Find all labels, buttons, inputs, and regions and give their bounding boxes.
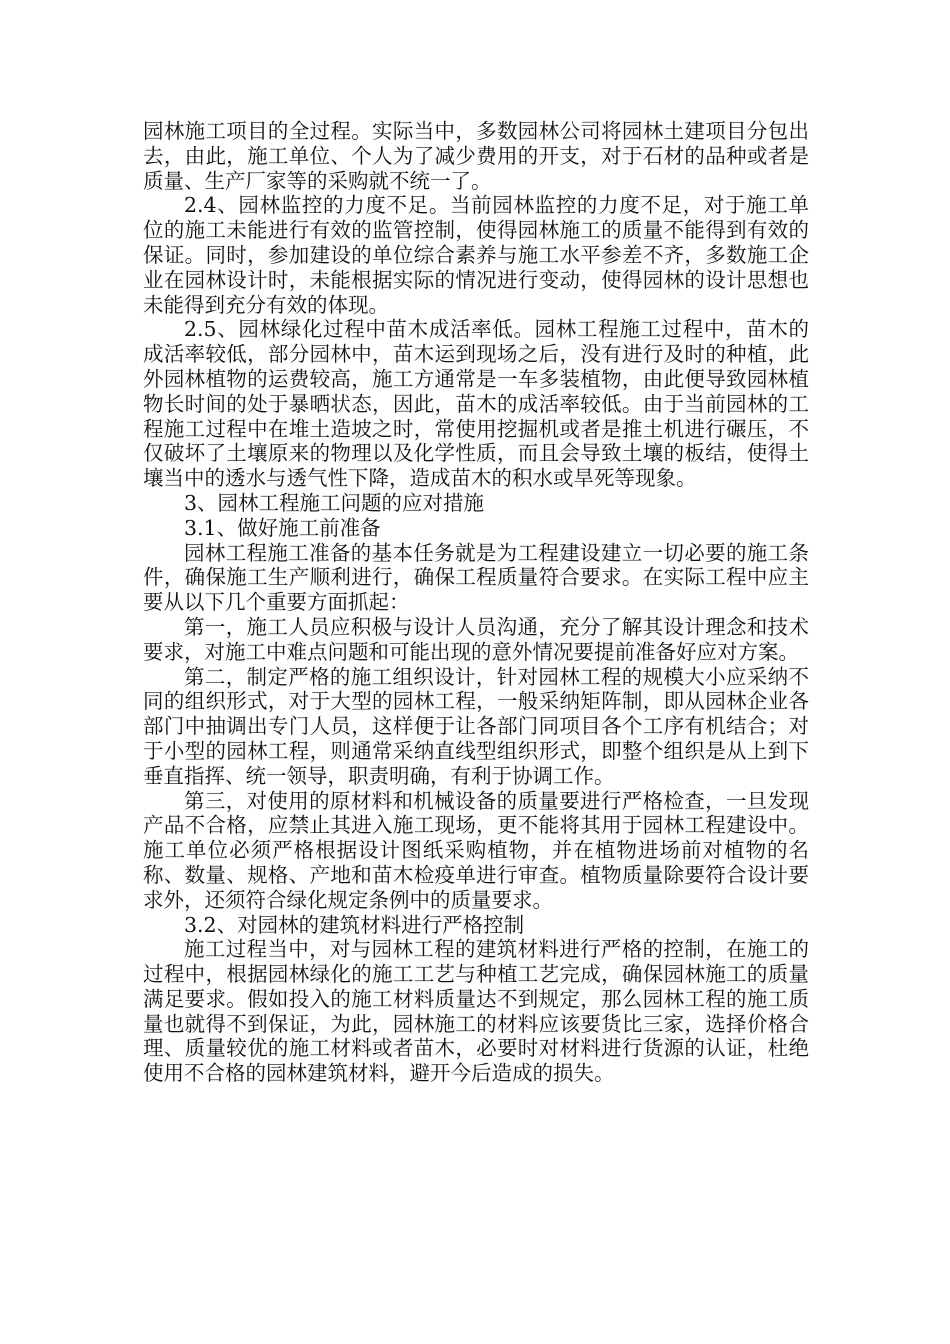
subheading-3-1: 3.1、做好施工前准备 <box>184 515 381 540</box>
paragraph-third: 第三，对使用的原材料和机械设备的质量要进行严格检查，一旦发现产品不合格，应禁止其进入施工现场，更不能将其用于园林工程建设中。施工单位必须严格根据设计图纸采购植物，并在植物进场前对植物的名称、数量、规格、产地和苗木检疫单进行审查。植物质量除要符合设计要求外，还须符合绿化规定条例中的质量要求。 <box>143 788 809 912</box>
paragraph-first: 第一，施工人员应积极与设计人员沟通，充分了解其设计理念和技术要求，对施工中难点问题和可能出现的意外情况要提前准备好应对方案。 <box>143 614 809 664</box>
paragraph-2-5-survival-rate: 2.5、园林绿化过程中苗木成活率低。园林工程施工过程中，苗木的成活率较低，部分园林中，苗木运到现场之后，没有进行及时的种植，此外园林植物的运费较高，施工方通常是一车多装植物，由此便导致园林植物长时间的处于暴晒状态，因此，苗木的成活率较低。由于当前园林的工程施工过程中在堆土造坡之时，常使用挖掘机或者是推土机进行碾压，不仅破坏了土壤原来的物理以及化学性质，而且会导致土壤的板结，使得土壤当中的透水与透气性下降，造成苗木的积水或旱死等现象。 <box>143 317 809 491</box>
subheading-3-2: 3.2、对园林的建筑材料进行严格控制 <box>184 912 525 937</box>
paragraph-2-4-supervision: 2.4、园林监控的力度不足。当前园林监控的力度不足，对于施工单位的施工未能进行有效的监管控制，使得园林施工的质量不能得到有效的保证。同时，参加建设的单位综合素养与施工水平参差不齐，多数施工企业在园林设计时，未能根据实际的情况进行变动，使得园林的设计思想也未能得到充分有效的体现。 <box>143 193 809 317</box>
section-heading-3: 3、园林工程施工问题的应对措施 <box>184 490 485 515</box>
document-body <box>143 119 809 1086</box>
paragraph-materials-control: 施工过程当中，对与园林工程的建筑材料进行严格的控制，在施工的过程中，根据园林绿化的施工工艺与种植工艺完成，确保园林施工的质量满足要求。假如投入的施工材料质量达不到规定，那么园林工程的施工质量也就得不到保证，为此，园林施工的材料应该要货比三家，选择价格合理、质量较优的施工材料或者苗木，必要时对材料进行货源的认证，杜绝使用不合格的园林建筑材料，避开今后造成的损失。 <box>143 937 809 1086</box>
paragraph-preparation-intro: 园林工程施工准备的基本任务就是为工程建设建立一切必要的施工条件，确保施工生产顺利进行，确保工程质量符合要求。在实际工程中应主要从以下几个重要方面抓起： <box>143 540 809 615</box>
paragraph-second: 第二，制定严格的施工组织设计，针对园林工程的规模大小应采纳不同的组织形式，对于大型的园林工程，一般采纳矩阵制，即从园林企业各部门中抽调出专门人员，这样便于让各部门同项目各个工序有机结合；对于小型的园林工程，则通常采纳直线型组织形式，即整个组织是从上到下垂直指挥、统一领导，职责明确，有利于协调工作。 <box>143 664 809 788</box>
paragraph-continuation: 园林施工项目的全过程。实际当中，多数园林公司将园林土建项目分包出去，由此，施工单位、个人为了减少费用的开支，对于石材的品种或者是质量、生产厂家等的采购就不统一了。 <box>143 119 809 193</box>
